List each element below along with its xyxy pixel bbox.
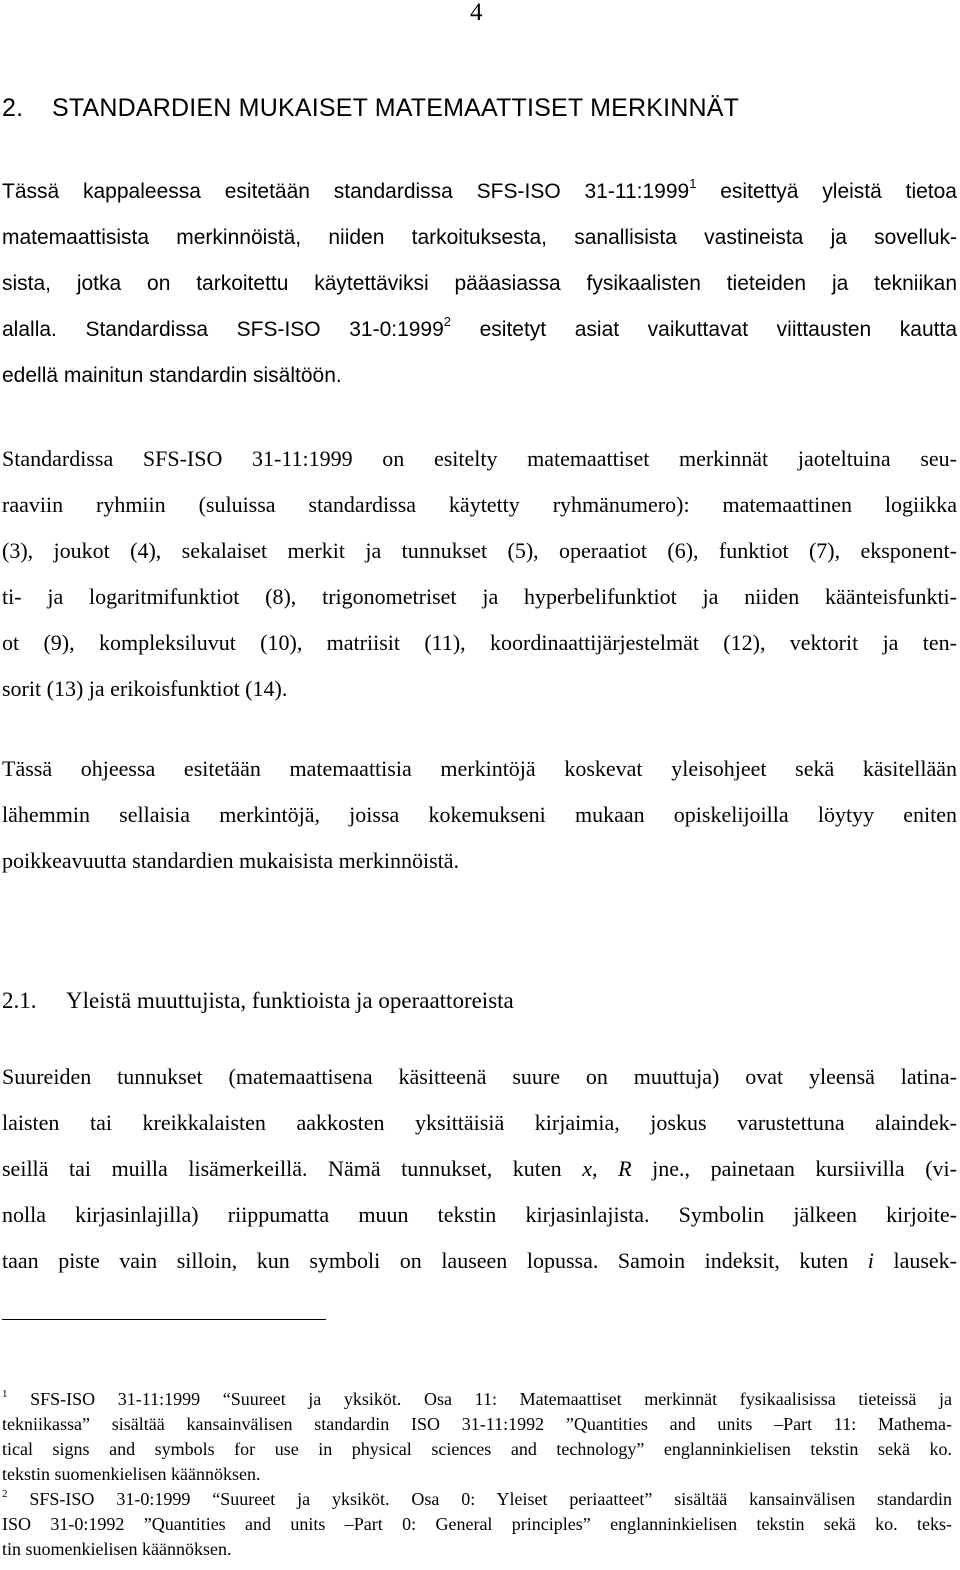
- footnote-line: tekniikassa” sisältää kansainvälisen standardin ISO 31-11:1992 ”Quantities and units –Part 11: Mathema-: [2, 1414, 952, 1434]
- symbol-x: x: [582, 1156, 593, 1181]
- symbol-i: i: [867, 1248, 874, 1273]
- footnote-separator: [2, 1319, 326, 1320]
- footnote-ref-1: 1: [689, 176, 697, 191]
- paragraph-line: (3), joukot (4), sekalaiset merkit ja tunnukset (5), operaatiot (6), funktiot (7), eksponent-: [2, 538, 957, 563]
- chapter-heading: [2, 92, 739, 124]
- paragraph-line: poikkeavuutta standardien mukaisista merkinnöistä.: [2, 848, 460, 873]
- groups-paragraph: [2, 436, 957, 712]
- variables-paragraph: [2, 1054, 957, 1284]
- paragraph-line: seillä tai muilla lisämerkeillä. Nämä tunnukset, kuten x, R jne., painetaan kursiivilla (vi-: [2, 1156, 957, 1181]
- footnote-line: tin suomenkielisen käännöksen.: [2, 1539, 232, 1559]
- paragraph-line: lähemmin sellaisia merkintöjä, joissa kokemukseni mukaan opiskelijoilla löytyy eniten: [2, 802, 957, 827]
- paragraph-line: laisten tai kreikkalaisten aakkosten yksittäisiä kirjaimia, joskus varustettuna alaindek-: [2, 1110, 957, 1135]
- paragraph-line: matemaattisista merkinnöistä, niiden tarkoituksesta, sanallisista vastineista ja sovelluk-: [2, 226, 957, 249]
- paragraph-line: Tässä kappaleessa esitetään standardissa SFS-ISO 31-11:1999$^1$ esitettyä yleistä tietoa: [2, 176, 957, 203]
- section-number: 2.1.: [2, 988, 37, 1013]
- paragraph-line: nolla kirjasinlajilla) riippumatta muun tekstin kirjasinlajista. Symbolin jälkeen kirjoite-: [2, 1202, 957, 1227]
- paragraph-line: alalla. Standardissa SFS-ISO 31-0:1999$^2$ esitetyt asiat vaikuttavat viittausten kautta: [2, 314, 957, 341]
- paragraph-line: sista, jotka on tarkoitettu käytettäviksi pääasiassa fysikaalisten tieteiden ja tekniikan: [2, 272, 957, 295]
- chapter-number: 2.: [2, 94, 24, 122]
- footnote-number: 2: [2, 1488, 8, 1500]
- section-title: Yleistä muuttujista, funktioista ja operaattoreista: [66, 988, 514, 1013]
- paragraph-line: sorit (13) ja erikoisfunktiot (14).: [2, 676, 288, 701]
- footnotes: [2, 1387, 952, 1562]
- paragraph-line: raaviin ryhmiin (suluissa standardissa käytetty ryhmänumero): matemaattinen logiikka: [2, 492, 957, 517]
- paragraph-line: Suureiden tunnukset (matemaattisena käsitteenä suure on muuttuja) ovat yleensä latina-: [2, 1064, 957, 1089]
- section-heading: [2, 985, 514, 1017]
- intro-paragraph: [2, 169, 957, 399]
- guide-paragraph: [2, 746, 957, 884]
- paragraph-line: edellä mainitun standardin sisältöön.: [2, 364, 342, 387]
- footnote-line: tekstin suomenkielisen käännöksen.: [2, 1464, 261, 1484]
- footnote-ref-2: 2: [443, 314, 452, 329]
- footnote-line: ISO 31-0:1992 ”Quantities and units –Part 0: General principles” englanninkielisen tekstin sekä ko. teks-: [2, 1514, 952, 1534]
- footnote-1: $^1$ SFS-ISO 31-11:1999 “Suureet ja yksiköt. Osa 11: Matemaattiset merkinnät fysikaalisissa tieteissä ja: [2, 1388, 952, 1409]
- paragraph-line: ot (9), kompleksiluvut (10), matriisit (11), koordinaattijärjestelmät (12), vektorit ja ten-: [2, 630, 957, 655]
- paragraph-line: taan piste vain silloin, kun symboli on lauseen lopussa. Samoin indeksit, kuten i lausek-: [2, 1248, 957, 1273]
- symbol-r: R: [618, 1156, 632, 1181]
- paragraph-line: ti- ja logaritmifunktiot (8), trigonometriset ja hyperbelifunktiot ja niiden käänteisfunkti-: [2, 584, 957, 609]
- footnote-2: $^2$ SFS-ISO 31-0:1999 “Suureet ja yksiköt. Osa 0: Yleiset periaatteet” sisältää kansainvälisen standardin: [2, 1488, 952, 1509]
- footnote-line: tical signs and symbols for use in physical sciences and technology” englanninkielisen tekstin sekä ko.: [2, 1439, 952, 1459]
- page-number: 4: [470, 0, 483, 26]
- paragraph-line: Tässä ohjeessa esitetään matemaattisia merkintöjä koskevat yleisohjeet sekä käsitellään: [2, 756, 957, 781]
- paragraph-line: Standardissa SFS-ISO 31-11:1999 on esitelty matemaattiset merkinnät jaoteltuina seu-: [2, 446, 957, 471]
- footnote-number: 1: [2, 1388, 8, 1400]
- chapter-title: STANDARDIEN MUKAISET MATEMAATTISET MERKINNÄT: [52, 94, 740, 122]
